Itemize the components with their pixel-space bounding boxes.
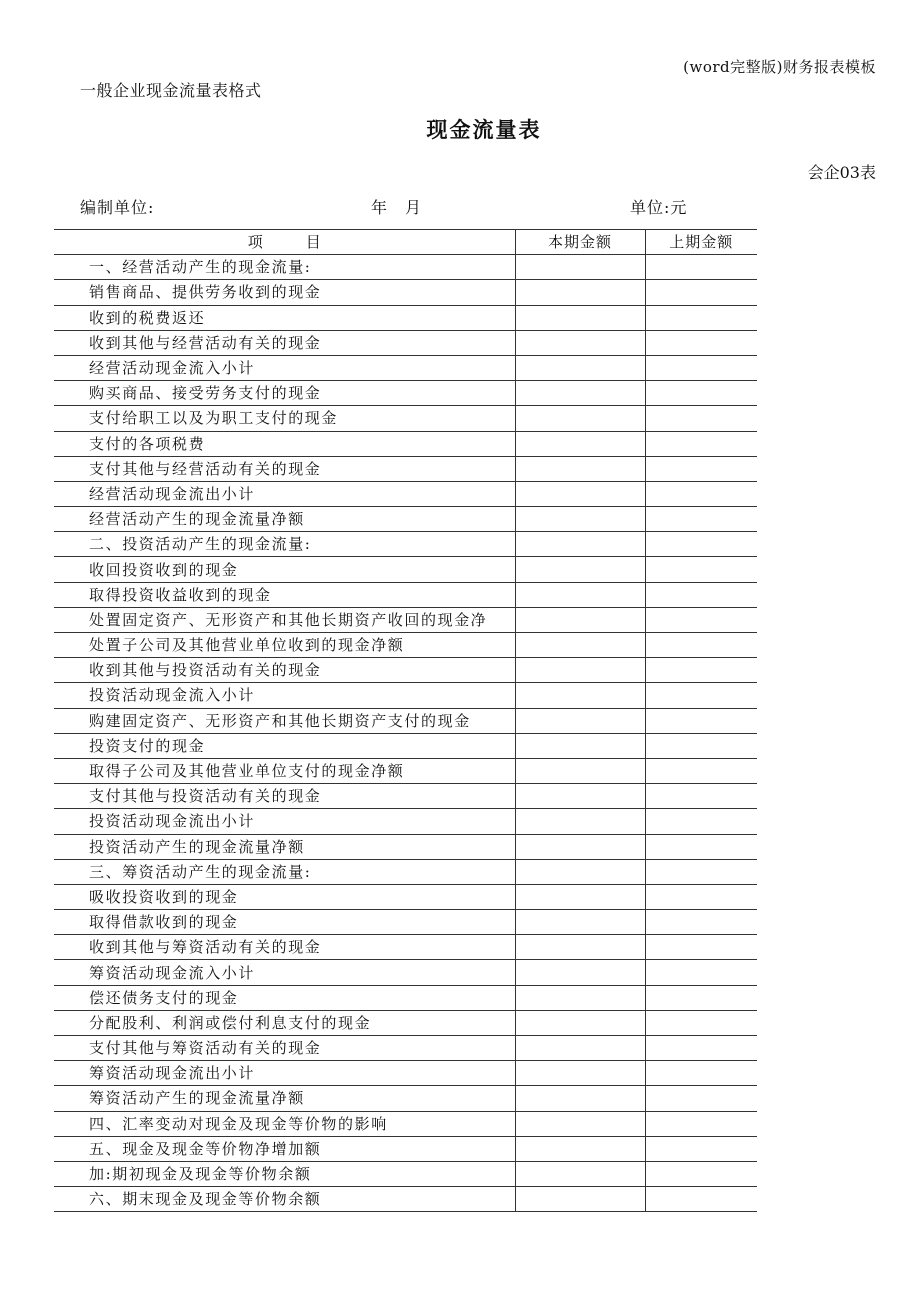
- current-period-amount-cell[interactable]: [515, 733, 645, 758]
- current-period-amount-cell[interactable]: [515, 708, 645, 733]
- table-row: [54, 708, 757, 733]
- table-body: [54, 255, 757, 1212]
- table-row: [54, 431, 757, 456]
- page-title: 现金流量表: [426, 117, 542, 142]
- row-item-label: 支付给职工以及为职工支付的现金: [54, 406, 515, 431]
- row-item-label: 支付其他与经营活动有关的现金: [54, 456, 515, 481]
- row-item-label: 二、投资活动产生的现金流量:: [54, 532, 515, 557]
- row-item-label: 收到其他与投资活动有关的现金: [54, 658, 515, 683]
- current-period-amount-cell[interactable]: [515, 1187, 645, 1212]
- table-row: [54, 1111, 757, 1136]
- document-subtitle: 一般企业现金流量表格式: [80, 81, 262, 100]
- row-item-label: 收到其他与经营活动有关的现金: [54, 330, 515, 355]
- table-row: [54, 1061, 757, 1086]
- previous-period-amount-cell[interactable]: [645, 985, 757, 1010]
- current-period-amount-cell[interactable]: [515, 834, 645, 859]
- previous-period-amount-cell[interactable]: [645, 255, 757, 280]
- row-item-label: 六、期末现金及现金等价物余额: [54, 1187, 515, 1212]
- previous-period-amount-cell[interactable]: [645, 708, 757, 733]
- row-item-label: 投资活动现金流入小计: [54, 683, 515, 708]
- current-period-amount-cell[interactable]: [515, 431, 645, 456]
- table-row: [54, 935, 757, 960]
- current-period-amount-cell[interactable]: [515, 935, 645, 960]
- form-code: 会企03表: [807, 163, 876, 182]
- previous-period-amount-cell[interactable]: [645, 859, 757, 884]
- current-period-amount-cell[interactable]: [515, 381, 645, 406]
- current-period-amount-cell[interactable]: [515, 910, 645, 935]
- table-row: [54, 633, 757, 658]
- table-row: [54, 532, 757, 557]
- row-item-label: 支付其他与投资活动有关的现金: [54, 784, 515, 809]
- current-period-amount-cell[interactable]: [515, 582, 645, 607]
- table-row: [54, 985, 757, 1010]
- table-row: [54, 481, 757, 506]
- current-period-amount-cell[interactable]: [515, 507, 645, 532]
- current-period-amount-cell[interactable]: [515, 884, 645, 909]
- previous-period-amount-cell[interactable]: [645, 355, 757, 380]
- row-item-label: 销售商品、提供劳务收到的现金: [54, 280, 515, 305]
- current-period-amount-cell[interactable]: [515, 456, 645, 481]
- currency-unit-label: 单位:元: [630, 198, 688, 217]
- reporting-unit-label: 编制单位:: [80, 198, 155, 217]
- previous-period-amount-cell[interactable]: [645, 532, 757, 557]
- table-row: [54, 1086, 757, 1111]
- table-row: [54, 1010, 757, 1035]
- previous-period-amount-cell[interactable]: [645, 1187, 757, 1212]
- previous-period-amount-cell[interactable]: [645, 481, 757, 506]
- row-item-label: 支付其他与筹资活动有关的现金: [54, 1036, 515, 1061]
- previous-period-amount-cell[interactable]: [645, 381, 757, 406]
- current-period-amount-cell[interactable]: [515, 557, 645, 582]
- row-item-label: 经营活动现金流入小计: [54, 355, 515, 380]
- previous-period-amount-cell[interactable]: [645, 784, 757, 809]
- row-item-label: 投资支付的现金: [54, 733, 515, 758]
- table-row: [54, 910, 757, 935]
- previous-period-amount-cell[interactable]: [645, 1010, 757, 1035]
- table-row: [54, 834, 757, 859]
- table-row: [54, 607, 757, 632]
- previous-period-amount-cell[interactable]: [645, 658, 757, 683]
- current-period-amount-cell[interactable]: [515, 305, 645, 330]
- previous-period-amount-cell[interactable]: [645, 406, 757, 431]
- current-period-amount-cell[interactable]: [515, 330, 645, 355]
- previous-period-amount-cell[interactable]: [645, 809, 757, 834]
- table-row: [54, 381, 757, 406]
- previous-period-amount-cell[interactable]: [645, 910, 757, 935]
- row-item-label: 五、现金及现金等价物净增加额: [54, 1136, 515, 1161]
- previous-period-amount-cell[interactable]: [645, 935, 757, 960]
- current-period-amount-cell[interactable]: [515, 280, 645, 305]
- previous-period-amount-cell[interactable]: [645, 960, 757, 985]
- table-row: [54, 582, 757, 607]
- previous-period-amount-cell[interactable]: [645, 582, 757, 607]
- current-period-amount-cell[interactable]: [515, 683, 645, 708]
- current-period-amount-cell[interactable]: [515, 1036, 645, 1061]
- row-item-label: 经营活动产生的现金流量净额: [54, 507, 515, 532]
- row-item-label: 取得借款收到的现金: [54, 910, 515, 935]
- current-period-amount-cell[interactable]: [515, 255, 645, 280]
- previous-period-amount-cell[interactable]: [645, 456, 757, 481]
- previous-period-amount-cell[interactable]: [645, 1086, 757, 1111]
- table-row: [54, 658, 757, 683]
- row-item-label: 投资活动产生的现金流量净额: [54, 834, 515, 859]
- current-period-amount-cell[interactable]: [515, 355, 645, 380]
- table-row: [54, 809, 757, 834]
- cash-flow-table: [54, 229, 757, 1212]
- table-row: [54, 1036, 757, 1061]
- current-period-amount-cell[interactable]: [515, 784, 645, 809]
- column-header-item: 项 目: [54, 230, 515, 255]
- row-item-label: 三、筹资活动产生的现金流量:: [54, 859, 515, 884]
- previous-period-amount-cell[interactable]: [645, 607, 757, 632]
- previous-period-amount-cell[interactable]: [645, 1036, 757, 1061]
- table-row: [54, 406, 757, 431]
- row-item-label: 支付的各项税费: [54, 431, 515, 456]
- table-row: [54, 859, 757, 884]
- current-period-amount-cell[interactable]: [515, 1161, 645, 1186]
- current-period-amount-cell[interactable]: [515, 1086, 645, 1111]
- row-item-label: 分配股利、利润或偿付利息支付的现金: [54, 1010, 515, 1035]
- row-item-label: 吸收投资收到的现金: [54, 884, 515, 909]
- table-row: [54, 330, 757, 355]
- current-period-amount-cell[interactable]: [515, 960, 645, 985]
- previous-period-amount-cell[interactable]: [645, 305, 757, 330]
- current-period-amount-cell[interactable]: [515, 532, 645, 557]
- row-item-label: 购买商品、接受劳务支付的现金: [54, 381, 515, 406]
- row-item-label: 收到其他与筹资活动有关的现金: [54, 935, 515, 960]
- current-period-amount-cell[interactable]: [515, 1111, 645, 1136]
- previous-period-amount-cell[interactable]: [645, 733, 757, 758]
- table-row: [54, 733, 757, 758]
- table-row: [54, 305, 757, 330]
- table-row: [54, 960, 757, 985]
- row-item-label: 投资活动现金流出小计: [54, 809, 515, 834]
- previous-period-amount-cell[interactable]: [645, 557, 757, 582]
- table-row: [54, 507, 757, 532]
- current-period-amount-cell[interactable]: [515, 1010, 645, 1035]
- current-period-amount-cell[interactable]: [515, 406, 645, 431]
- row-item-label: 购建固定资产、无形资产和其他长期资产支付的现金: [54, 708, 515, 733]
- year-label: 年: [371, 198, 388, 217]
- previous-period-amount-cell[interactable]: [645, 633, 757, 658]
- table-row: [54, 784, 757, 809]
- table-row: [54, 456, 757, 481]
- current-period-amount-cell[interactable]: [515, 633, 645, 658]
- previous-period-amount-cell[interactable]: [645, 1061, 757, 1086]
- current-period-amount-cell[interactable]: [515, 1136, 645, 1161]
- previous-period-amount-cell[interactable]: [645, 1136, 757, 1161]
- table-row: [54, 557, 757, 582]
- current-period-amount-cell[interactable]: [515, 658, 645, 683]
- meta-row: [0, 195, 920, 217]
- row-item-label: 筹资活动产生的现金流量净额: [54, 1086, 515, 1111]
- previous-period-amount-cell[interactable]: [645, 884, 757, 909]
- current-period-amount-cell[interactable]: [515, 481, 645, 506]
- current-period-amount-cell[interactable]: [515, 1061, 645, 1086]
- column-header-current-period: 本期金额: [515, 230, 645, 255]
- row-item-label: 取得子公司及其他营业单位支付的现金净额: [54, 758, 515, 783]
- current-period-amount-cell[interactable]: [515, 985, 645, 1010]
- row-item-label: 处置子公司及其他营业单位收到的现金净额: [54, 633, 515, 658]
- current-period-amount-cell[interactable]: [515, 758, 645, 783]
- row-item-label: 处置固定资产、无形资产和其他长期资产收回的现金净: [54, 607, 515, 632]
- current-period-amount-cell[interactable]: [515, 607, 645, 632]
- row-item-label: 偿还债务支付的现金: [54, 985, 515, 1010]
- previous-period-amount-cell[interactable]: [645, 1161, 757, 1186]
- table-row: [54, 280, 757, 305]
- row-item-label: 收到的税费返还: [54, 305, 515, 330]
- table-row: [54, 1161, 757, 1186]
- row-item-label: 四、汇率变动对现金及现金等价物的影响: [54, 1111, 515, 1136]
- table-row: [54, 758, 757, 783]
- row-item-label: 一、经营活动产生的现金流量:: [54, 255, 515, 280]
- table-row: [54, 1136, 757, 1161]
- previous-period-amount-cell[interactable]: [645, 758, 757, 783]
- running-header: (word完整版)财务报表模板: [683, 58, 876, 76]
- month-label: 月: [405, 198, 422, 217]
- row-item-label: 取得投资收益收到的现金: [54, 582, 515, 607]
- previous-period-amount-cell[interactable]: [645, 431, 757, 456]
- table-row: [54, 1187, 757, 1212]
- previous-period-amount-cell[interactable]: [645, 1111, 757, 1136]
- table-row: [54, 355, 757, 380]
- current-period-amount-cell[interactable]: [515, 859, 645, 884]
- row-item-label: 加:期初现金及现金等价物余额: [54, 1161, 515, 1186]
- previous-period-amount-cell[interactable]: [645, 507, 757, 532]
- current-period-amount-cell[interactable]: [515, 809, 645, 834]
- row-item-label: 经营活动现金流出小计: [54, 481, 515, 506]
- row-item-label: 筹资活动现金流出小计: [54, 1061, 515, 1086]
- table-row: [54, 884, 757, 909]
- table-row: [54, 255, 757, 280]
- row-item-label: 筹资活动现金流入小计: [54, 960, 515, 985]
- table-header-row: [54, 230, 757, 255]
- column-header-previous-period: 上期金额: [645, 230, 757, 255]
- row-item-label: 收回投资收到的现金: [54, 557, 515, 582]
- previous-period-amount-cell[interactable]: [645, 683, 757, 708]
- previous-period-amount-cell[interactable]: [645, 280, 757, 305]
- previous-period-amount-cell[interactable]: [645, 834, 757, 859]
- table-row: [54, 683, 757, 708]
- previous-period-amount-cell[interactable]: [645, 330, 757, 355]
